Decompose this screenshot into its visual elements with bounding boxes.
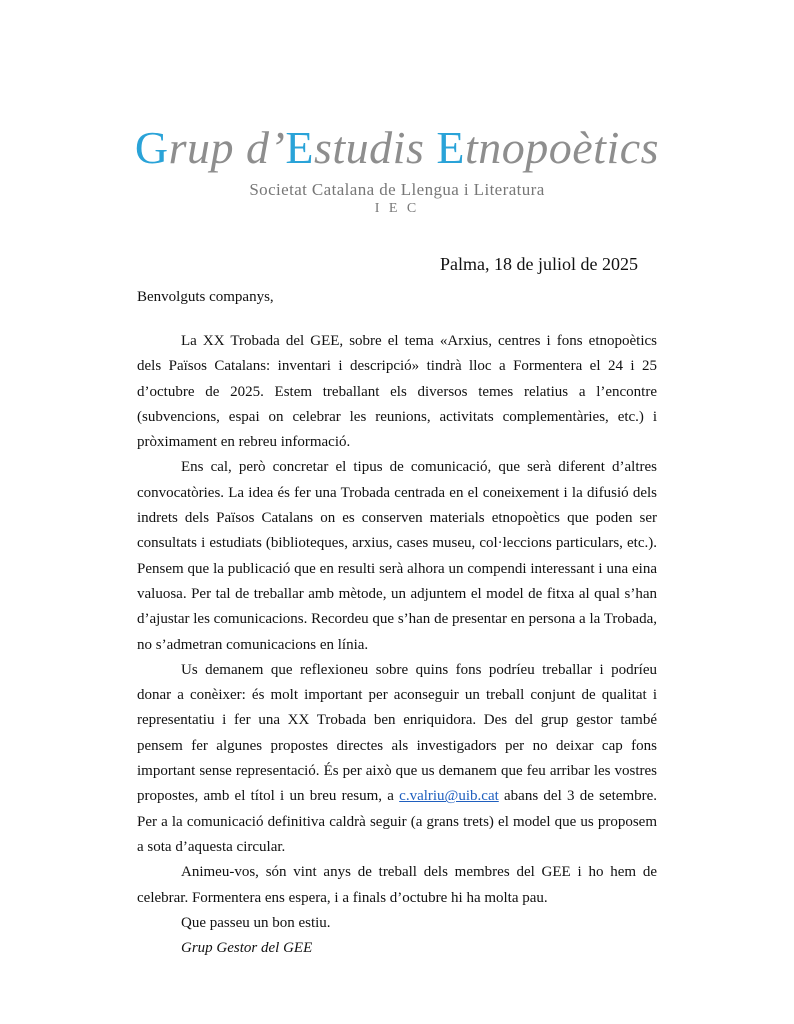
title-initial-e2: E [436,122,465,173]
paragraph-4: Animeu-vos, són vint anys de treball dels membres del GEE i ho hem de celebrar. Formentera ens espera, i a finals d’octubre hi ha molta pau. [137,864,657,906]
letterhead [0,122,794,218]
paragraph-3 [137,658,657,860]
email-link[interactable]: c.valriu@uib.cat [399,788,499,805]
paragraph-1: La XX Trobada del GEE, sobre el tema «Arxius, centres i fons etnopoètics dels Països Catalans: inventari i descripció» tindrà lloc a Formentera el 24 i 25 d’octubre de 2025. Estem treballant els diversos temes relatius a l’encontre (subvencions, espai on celebrar les reunions, activitats complementàries, etc.) i pròximament en rebreu informació. [137,333,657,451]
letterhead-institution: I E C [374,201,420,216]
letter-body [137,329,657,961]
title-initial-e1: E [285,122,314,173]
paragraph-3-text-start: Us demanem que reflexioneu sobre quins fons podríeu treballar i podríeu donar a conèixer: és molt important per aconseguir un treball conjunt de qualitat i representatiu i fer una XX Trobada ben enriquidora. Des del grup gestor també pensem fer algunes propostes directes als investigadors per no deixar cap fons important sense representació. És per això que us demanem que feu arribar les vostres propostes, amb el títol i un breu resum, a [137,661,657,805]
closing-line: Que passeu un bon estiu. [181,914,331,931]
letterhead-title [0,122,794,174]
signature: Grup Gestor del GEE [181,940,313,957]
letterhead-subtitle: Societat Catalana de Llengua i Literatura [249,180,545,199]
paragraph-2: Ens cal, però concretar el tipus de comunicació, que serà diferent d’altres convocatòries. La idea és fer una Trobada centrada en el coneixement i la difusió dels indrets dels Països Catalans on es conserven materials etnopoètics que poden ser consultats i estudiats (biblioteques, arxius, cases museu, col·leccions particulars, etc.). Pensem que la publicació que en resulti serà alhora un compendi interessant i una eina valuosa. Per tal de treballar amb mètode, un adjuntem el model de fitxa al qual s’han d’ajustar les comunicacions. Recordeu que s’han de presentar en persona a la Trobada, no s’admetran comunicacions en línia. [137,459,657,653]
title-initial-g: G [134,122,169,173]
letter-greeting: Benvolguts companys, [137,289,274,305]
title-segment-1: rup d’ [168,122,286,173]
letter-date: Palma, 18 de juliol de 2025 [440,254,638,274]
title-segment-2: studis [314,122,437,173]
paragraph-3-text-end: abans del 3 de setembre. Per a la comunicació definitiva caldrà seguir (a grans trets) el model que us proposem a sota d’aquesta circular. [137,788,658,855]
title-segment-3: tnopoètics [464,122,660,173]
